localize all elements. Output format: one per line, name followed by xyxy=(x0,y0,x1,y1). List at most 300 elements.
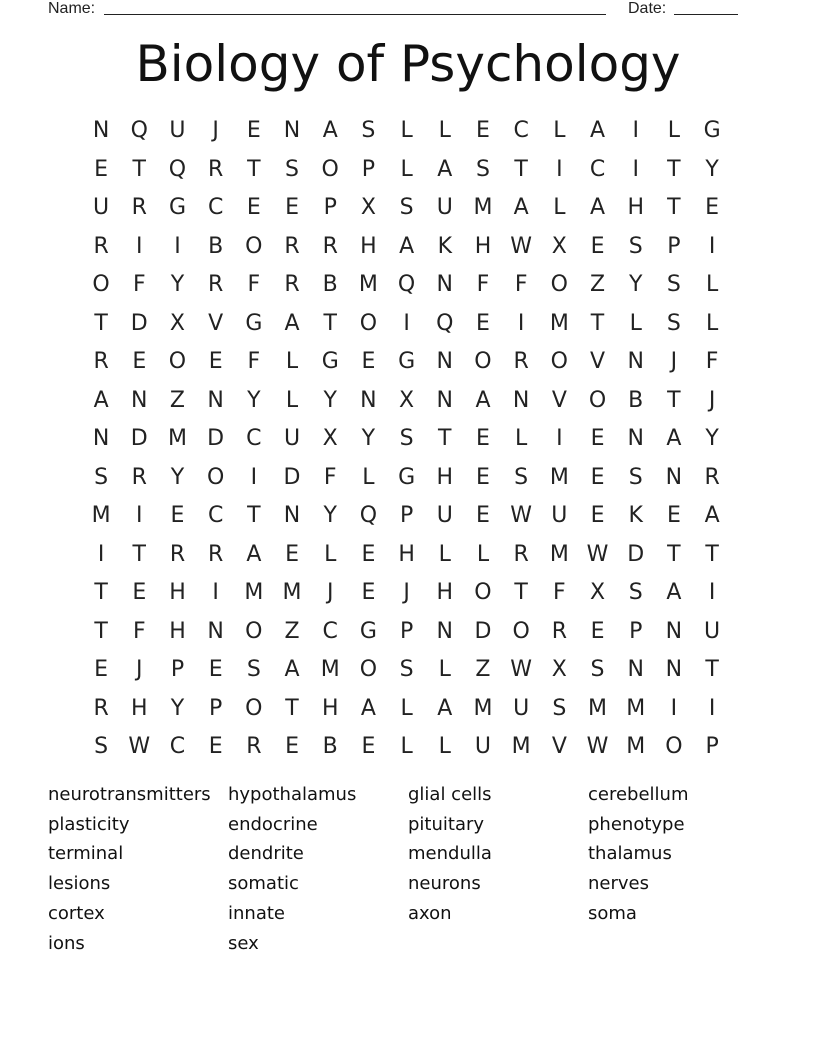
grid-row xyxy=(82,613,732,652)
grid-letter: M xyxy=(511,734,531,759)
grid-letter: I xyxy=(136,233,143,259)
grid-letter: P xyxy=(170,657,185,682)
grid-letter: P xyxy=(667,233,681,259)
grid-row xyxy=(82,266,732,305)
grid-letter: E xyxy=(476,426,490,451)
grid-letter: Z xyxy=(169,387,185,413)
grid-letter: A xyxy=(246,541,262,567)
grid-letter: T xyxy=(323,310,337,336)
word-bank-item: sex xyxy=(228,932,259,954)
grid-letter: U xyxy=(474,734,492,759)
grid-letter: E xyxy=(476,503,490,528)
grid-row xyxy=(82,459,732,498)
grid-letter: L xyxy=(285,349,299,374)
grid-letter: I xyxy=(174,233,181,259)
grid-letter: I xyxy=(556,426,563,451)
grid-row xyxy=(82,690,732,729)
grid-letter: H xyxy=(627,195,644,220)
grid-letter: L xyxy=(324,541,337,567)
grid-letter: S xyxy=(628,464,643,490)
word-bank-item: innate xyxy=(228,902,285,924)
grid-letter: U xyxy=(551,503,568,528)
grid-letter: T xyxy=(132,541,146,567)
grid-letter: I xyxy=(670,695,678,721)
grid-letter: D xyxy=(474,618,492,644)
grid-letter: O xyxy=(550,349,568,374)
grid-letter: T xyxy=(514,580,528,605)
grid-letter: L xyxy=(629,310,642,336)
grid-letter: T xyxy=(667,387,681,413)
grid-letter: X xyxy=(360,195,376,220)
grid-letter: H xyxy=(436,580,454,605)
word-bank-item: hypothalamus xyxy=(228,784,357,805)
grid-letter: U xyxy=(169,118,186,143)
word-bank-item: axon xyxy=(408,902,452,924)
grid-letter: T xyxy=(667,156,681,182)
grid-letter: S xyxy=(628,580,643,605)
grid-letter: Q xyxy=(130,118,148,143)
grid-letter: W xyxy=(510,503,533,528)
grid-letter: Q xyxy=(397,272,416,297)
grid-letter: P xyxy=(361,156,376,182)
grid-letter: T xyxy=(667,541,681,567)
grid-letter: I xyxy=(708,695,716,721)
grid-letter: K xyxy=(628,503,643,528)
grid-letter: B xyxy=(322,734,338,759)
grid-letter: M xyxy=(588,695,608,721)
letter-grid xyxy=(82,112,732,767)
grid-letter: D xyxy=(207,426,225,451)
grid-row xyxy=(82,574,732,613)
grid-letter: R xyxy=(704,464,720,490)
grid-letter: X xyxy=(589,580,606,605)
grid-letter: H xyxy=(169,580,186,605)
grid-letter: O xyxy=(245,618,263,644)
grid-letter: R xyxy=(169,541,186,567)
grid-letter: I xyxy=(632,156,639,182)
grid-row xyxy=(82,728,732,767)
grid-letter: N xyxy=(92,426,110,451)
grid-letter: M xyxy=(473,195,493,220)
grid-letter: T xyxy=(285,695,299,721)
grid-letter: F xyxy=(247,349,261,374)
grid-letter: D xyxy=(627,541,645,567)
grid-letter: R xyxy=(513,349,529,374)
grid-letter: A xyxy=(704,503,720,528)
grid-letter: R xyxy=(284,233,300,259)
grid-letter: T xyxy=(590,310,605,336)
grid-letter: O xyxy=(168,349,187,374)
grid-letter: P xyxy=(323,195,337,220)
grid-letter: S xyxy=(475,156,490,182)
grid-letter: U xyxy=(513,695,530,721)
page-title: Biology of Psychology xyxy=(135,35,681,93)
grid-letter: I xyxy=(212,580,219,605)
grid-row xyxy=(82,343,732,382)
grid-letter: U xyxy=(93,195,110,220)
grid-letter: R xyxy=(284,272,300,297)
grid-letter: A xyxy=(360,695,376,721)
grid-letter: P xyxy=(705,734,719,759)
grid-letter: N xyxy=(283,118,301,143)
grid-letter: Y xyxy=(247,387,261,413)
grid-letter: M xyxy=(282,580,302,605)
grid-letter: T xyxy=(438,426,452,451)
grid-letter: G xyxy=(398,349,416,374)
grid-letter: L xyxy=(705,272,719,297)
grid-letter: E xyxy=(361,580,376,605)
grid-letter: Q xyxy=(436,310,454,336)
grid-letter: T xyxy=(667,195,681,220)
word-bank-item: thalamus xyxy=(588,843,672,865)
grid-letter: L xyxy=(438,734,451,759)
grid-letter: X xyxy=(551,233,567,259)
grid-letter: J xyxy=(326,580,334,605)
grid-letter: P xyxy=(399,503,414,528)
grid-letter: P xyxy=(629,618,643,644)
grid-letter: I xyxy=(556,156,563,182)
grid-letter: E xyxy=(361,541,376,567)
grid-letter: I xyxy=(250,464,258,490)
word-bank-item: pituitary xyxy=(408,813,485,835)
grid-letter: S xyxy=(94,734,109,759)
grid-letter: I xyxy=(708,233,716,259)
grid-letter: E xyxy=(361,734,376,759)
grid-letter: W xyxy=(586,734,609,759)
grid-letter: M xyxy=(91,503,111,528)
grid-letter: X xyxy=(169,310,185,336)
grid-letter: O xyxy=(359,657,378,682)
word-bank-item: soma xyxy=(588,902,637,924)
grid-letter: X xyxy=(322,426,338,451)
grid-letter: E xyxy=(132,349,147,374)
grid-letter: E xyxy=(285,734,299,759)
grid-letter: N xyxy=(436,618,454,644)
word-bank-item: glial cells xyxy=(408,784,492,805)
grid-letter: E xyxy=(590,233,605,259)
grid-letter: X xyxy=(399,387,415,413)
grid-letter: L xyxy=(438,541,451,567)
grid-letter: L xyxy=(400,734,413,759)
grid-letter: G xyxy=(703,118,721,143)
grid-letter: T xyxy=(94,618,108,644)
grid-letter: A xyxy=(322,118,338,143)
grid-letter: A xyxy=(513,195,529,220)
grid-letter: F xyxy=(705,349,719,374)
grid-letter: S xyxy=(666,272,681,297)
grid-letter: A xyxy=(590,195,606,220)
word-bank-item: mendulla xyxy=(408,843,492,865)
grid-letter: R xyxy=(93,233,109,259)
grid-letter: H xyxy=(474,233,492,259)
grid-letter: R xyxy=(513,541,529,567)
grid-letter: S xyxy=(399,426,414,451)
grid-letter: Y xyxy=(361,426,376,451)
grid-letter: G xyxy=(359,618,377,644)
grid-letter: T xyxy=(247,503,261,528)
grid-letter: I xyxy=(97,541,105,567)
grid-letter: G xyxy=(398,464,416,490)
grid-letter: I xyxy=(708,580,716,605)
grid-letter: C xyxy=(207,503,224,528)
grid-letter: F xyxy=(247,272,261,297)
grid-letter: N xyxy=(436,387,454,413)
word-bank-item: neurons xyxy=(408,873,481,895)
grid-letter: A xyxy=(284,310,300,336)
grid-letter: L xyxy=(400,118,413,143)
grid-letter: S xyxy=(552,695,567,721)
grid-letter: Y xyxy=(170,272,185,297)
date-field-line[interactable] xyxy=(674,14,738,15)
word-bank-item: terminal xyxy=(48,843,124,865)
grid-letter: E xyxy=(208,657,223,682)
grid-letter: N xyxy=(436,349,454,374)
grid-letter: F xyxy=(476,272,490,297)
grid-letter: S xyxy=(628,233,643,259)
grid-letter: T xyxy=(705,657,719,682)
grid-letter: E xyxy=(590,426,605,451)
grid-letter: F xyxy=(514,272,528,297)
grid-letter: S xyxy=(94,464,109,490)
grid-letter: K xyxy=(437,233,452,259)
word-bank-item: somatic xyxy=(228,873,299,895)
grid-letter: J xyxy=(403,580,410,605)
grid-letter: P xyxy=(209,695,223,721)
grid-letter: U xyxy=(283,426,301,451)
grid-letter: G xyxy=(168,195,186,220)
grid-letter: E xyxy=(94,156,109,182)
grid-letter: Y xyxy=(323,503,337,528)
grid-row xyxy=(82,420,732,459)
grid-letter: L xyxy=(285,387,299,413)
grid-letter: E xyxy=(476,310,490,336)
grid-letter: R xyxy=(131,195,147,220)
grid-letter: E xyxy=(590,464,605,490)
grid-letter: Q xyxy=(168,156,187,182)
grid-letter: M xyxy=(320,657,340,682)
grid-letter: U xyxy=(436,503,453,528)
grid-letter: V xyxy=(590,349,606,374)
grid-letter: V xyxy=(208,310,224,336)
grid-letter: A xyxy=(284,657,300,682)
grid-letter: O xyxy=(359,310,378,336)
word-bank-item: neurotransmitters xyxy=(48,784,211,805)
grid-letter: J xyxy=(670,349,678,374)
grid-letter: M xyxy=(549,541,569,567)
grid-letter: L xyxy=(438,657,451,682)
grid-letter: H xyxy=(321,695,339,721)
grid-letter: A xyxy=(475,387,491,413)
grid-letter: F xyxy=(132,272,146,297)
grid-letter: C xyxy=(169,734,186,759)
grid-letter: E xyxy=(285,541,299,567)
grid-letter: A xyxy=(93,387,109,413)
grid-letter: L xyxy=(705,310,719,336)
grid-letter: E xyxy=(170,503,185,528)
grid-letter: B xyxy=(628,387,644,413)
grid-row xyxy=(82,112,732,151)
grid-letter: E xyxy=(132,580,147,605)
word-bank-item: ions xyxy=(48,932,85,954)
grid-letter: O xyxy=(512,618,530,644)
grid-letter: N xyxy=(92,118,110,143)
grid-letter: L xyxy=(553,195,566,220)
word-bank-item: nerves xyxy=(588,873,649,895)
grid-letter: R xyxy=(208,272,224,297)
grid-letter: N xyxy=(207,618,224,644)
grid-letter: Y xyxy=(705,426,719,451)
grid-letter: N xyxy=(360,387,377,413)
grid-letter: N xyxy=(512,387,530,413)
grid-letter: T xyxy=(94,310,108,336)
grid-letter: Y xyxy=(170,464,185,490)
grid-letter: E xyxy=(94,657,109,682)
grid-letter: F xyxy=(553,580,566,605)
grid-letter: C xyxy=(322,618,338,644)
grid-letter: X xyxy=(551,657,567,682)
grid-letter: B xyxy=(208,233,224,259)
grid-letter: N xyxy=(131,387,148,413)
grid-letter: F xyxy=(132,618,146,644)
grid-letter: O xyxy=(245,233,263,259)
grid-letter: N xyxy=(436,272,454,297)
grid-letter: O xyxy=(92,272,110,297)
word-bank-item: lesions xyxy=(48,873,111,895)
grid-letter: H xyxy=(131,695,148,721)
grid-letter: M xyxy=(626,695,646,721)
grid-letter: S xyxy=(399,657,414,682)
grid-letter: J xyxy=(708,387,716,413)
grid-letter: Y xyxy=(170,695,185,721)
grid-row xyxy=(82,228,732,267)
grid-letter: J xyxy=(136,657,143,682)
name-label: Name: xyxy=(48,0,96,17)
grid-letter: I xyxy=(632,118,639,143)
grid-letter: A xyxy=(437,695,453,721)
grid-letter: I xyxy=(517,310,525,336)
grid-letter: H xyxy=(436,464,454,490)
grid-letter: Z xyxy=(475,657,491,682)
grid-letter: R xyxy=(93,695,109,721)
grid-letter: C xyxy=(246,426,262,451)
header xyxy=(48,0,748,18)
grid-letter: A xyxy=(437,156,453,182)
grid-letter: S xyxy=(514,464,529,490)
word-bank-item: cerebellum xyxy=(588,784,689,805)
grid-letter: C xyxy=(207,195,224,220)
grid-letter: R xyxy=(131,464,147,490)
grid-letter: N xyxy=(283,503,301,528)
grid-row xyxy=(82,189,732,228)
grid-letter: M xyxy=(244,580,264,605)
word-bank-item: endocrine xyxy=(228,813,318,835)
grid-letter: N xyxy=(627,349,644,374)
grid-letter: N xyxy=(207,387,224,413)
grid-letter: A xyxy=(666,426,682,451)
grid-letter: Y xyxy=(628,272,643,297)
grid-letter: T xyxy=(247,156,261,182)
grid-letter: O xyxy=(206,464,225,490)
grid-letter: N xyxy=(627,426,644,451)
grid-letter: M xyxy=(473,695,493,721)
grid-letter: L xyxy=(400,156,413,182)
grid-row xyxy=(82,497,732,536)
grid-letter: W xyxy=(586,541,609,567)
grid-letter: E xyxy=(705,195,720,220)
grid-letter: T xyxy=(705,541,719,567)
grid-letter: G xyxy=(321,349,339,374)
grid-letter: S xyxy=(246,657,261,682)
grid-letter: T xyxy=(132,156,146,182)
grid-letter: E xyxy=(666,503,681,528)
grid-letter: T xyxy=(94,580,108,605)
grid-letter: N xyxy=(665,618,683,644)
grid-letter: M xyxy=(358,272,378,297)
grid-letter: E xyxy=(361,349,376,374)
grid-letter: R xyxy=(246,734,262,759)
grid-letter: A xyxy=(590,118,606,143)
grid-letter: L xyxy=(362,464,375,490)
grid-letter: O xyxy=(474,349,492,374)
grid-letter: Z xyxy=(589,272,606,297)
date-label: Date: xyxy=(628,0,667,17)
grid-letter: M xyxy=(167,426,187,451)
grid-letter: R xyxy=(322,233,338,259)
grid-letter: W xyxy=(510,233,533,259)
grid-letter: W xyxy=(510,657,533,682)
grid-letter: E xyxy=(285,195,299,220)
grid-letter: V xyxy=(551,734,567,759)
word-bank xyxy=(48,780,768,958)
word-bank-item: plasticity xyxy=(48,813,130,835)
grid-letter: L xyxy=(515,426,528,451)
grid-letter: Z xyxy=(284,618,300,644)
grid-letter: H xyxy=(360,233,377,259)
grid-letter: N xyxy=(665,464,683,490)
grid-letter: L xyxy=(553,118,566,143)
grid-letter: M xyxy=(626,734,646,759)
grid-letter: Q xyxy=(359,503,378,528)
grid-letter: C xyxy=(589,156,606,182)
grid-letter: J xyxy=(212,118,219,143)
grid-letter: A xyxy=(666,580,682,605)
grid-letter: O xyxy=(588,387,607,413)
grid-letter: L xyxy=(667,118,681,143)
grid-letter: R xyxy=(208,156,224,182)
grid-letter: O xyxy=(665,734,683,759)
grid-letter: Y xyxy=(323,387,337,413)
grid-letter: E xyxy=(590,503,605,528)
grid-letter: E xyxy=(476,118,490,143)
grid-letter: C xyxy=(513,118,529,143)
grid-letter: U xyxy=(704,618,721,644)
name-field-line[interactable] xyxy=(104,14,606,15)
grid-letter: N xyxy=(665,657,683,682)
grid-letter: H xyxy=(169,618,186,644)
grid-letter: L xyxy=(438,118,451,143)
grid-letter: S xyxy=(666,310,681,336)
grid-letter: G xyxy=(245,310,263,336)
grid-letter: R xyxy=(93,349,109,374)
grid-row xyxy=(82,305,732,344)
grid-letter: O xyxy=(245,695,263,721)
grid-letter: R xyxy=(208,541,224,567)
grid-letter: T xyxy=(514,156,528,182)
grid-letter: Y xyxy=(705,156,719,182)
grid-letter: H xyxy=(398,541,415,567)
grid-letter: N xyxy=(627,657,644,682)
grid-letter: E xyxy=(590,618,605,644)
